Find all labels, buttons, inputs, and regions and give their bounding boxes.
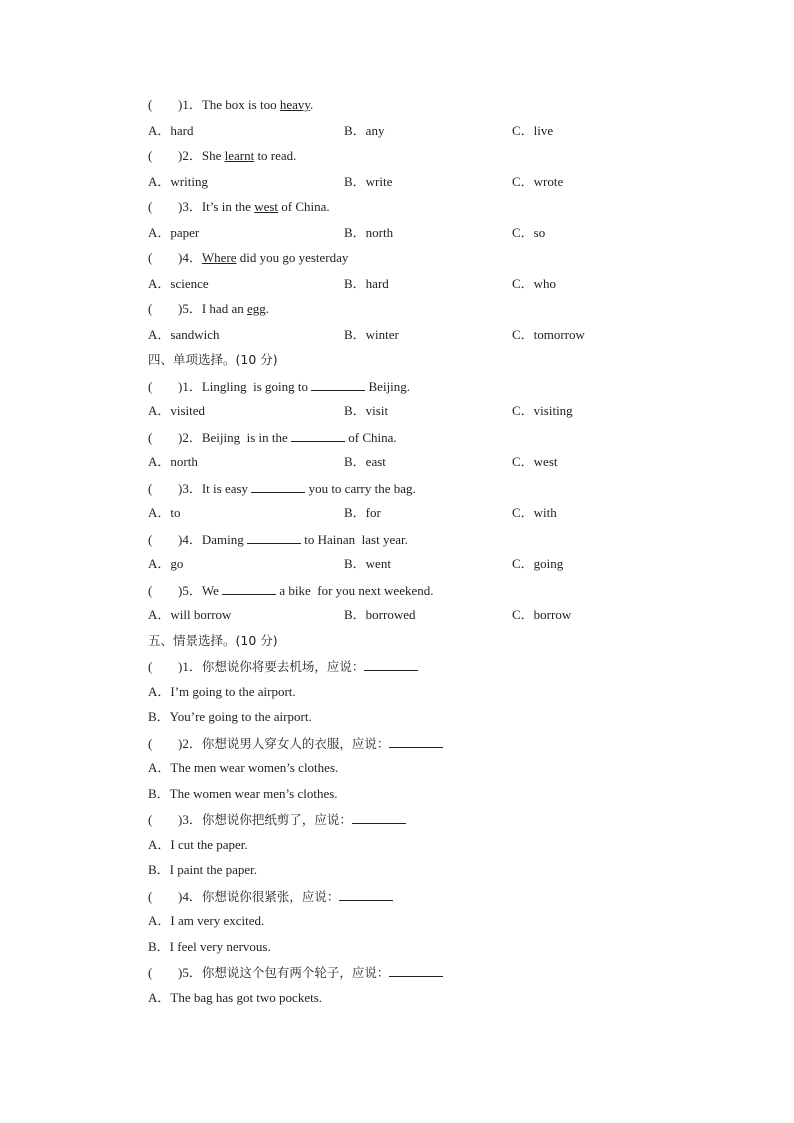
question-text-pre: The box is too [201,97,280,112]
underlined-word: Where [201,250,237,265]
answer-blank [339,887,393,901]
question-text-pre: Beijing is in the [201,429,292,445]
option-c: C．live [512,122,554,138]
options-row [148,402,748,428]
situational-option: B．You’re going to the airport. [148,709,312,724]
answer-blank [222,581,276,595]
answer-paren: ( [148,97,153,112]
question-text: 你想说你很紧张，应说： [201,888,340,904]
question-text: 你想说这个包有两个轮子，应说： [201,965,390,980]
question-text-post: to read. [254,148,297,163]
option-c: C．who [512,275,557,291]
answer-paren: ( [148,378,153,394]
option-c: C．borrow [512,607,572,622]
question-line [148,734,748,760]
question-line [148,657,748,683]
underlined-word: west [254,199,279,214]
option-a: A．go [148,556,184,571]
option-c: C．wrote [512,173,564,189]
answer-paren: ( [148,888,153,904]
underlined-word: learnt [224,148,255,163]
situational-option: A．I cut the paper. [148,836,248,852]
answer-blank [291,428,345,442]
option-a: A．sandwich [148,326,220,342]
answer-blank [247,530,301,544]
question-text-post: . [265,301,269,316]
answer-blank [389,963,443,977]
situational-option: B．I feel very nervous. [148,938,271,954]
underlined-word: heavy [279,97,311,112]
question-line [148,581,748,607]
question-text-pre: It’s in the [201,199,255,214]
underlined-word: egg [246,301,266,316]
option-c: C．visiting [512,403,573,418]
question-text-pre: Daming [201,531,247,547]
question-line [148,479,748,505]
option-b: B．borrowed [344,607,416,622]
situational-option: A．The men wear women’s clothes. [148,760,339,775]
options-row [148,275,748,301]
option-c: C．going [512,556,564,571]
options-row [148,122,748,148]
option-a: A．hard [148,122,194,138]
question-text-pre: I had an [201,301,247,316]
question-line [148,810,748,836]
question-number: )2． [178,735,202,751]
question-number: )5． [178,965,202,980]
question-number: )1． [178,378,202,394]
question-line [148,198,748,224]
answer-paren: ( [148,965,153,980]
situational-option: B．The women wear men’s clothes. [148,785,338,801]
answer-blank [251,479,305,493]
options-row [148,173,748,199]
options-row [148,224,748,250]
question-line [148,147,748,173]
question-text-post: you to carry the bag. [305,480,416,496]
option-b: B．any [344,122,385,138]
option-c: C．with [512,505,557,520]
answer-blank [364,657,418,671]
option-b: B．east [344,454,386,469]
question-number: )3． [178,199,202,214]
question-number: )4． [178,531,202,547]
worksheet-page [148,96,748,1014]
question-number: )2． [178,429,202,445]
situational-option: A．I’m going to the airport. [148,683,296,699]
option-a: A．north [148,454,198,469]
answer-paren: ( [148,429,153,445]
question-text-post: did you go yesterday [236,250,349,265]
options-row [148,504,748,530]
question-number: )3． [178,812,202,827]
question-line [148,428,748,454]
question-text-post: to Hainan last year. [300,531,408,547]
option-b: B．visit [344,403,389,418]
situational-option: A．I am very excited. [148,913,265,928]
answer-paren: ( [148,250,153,265]
answer-paren: ( [148,659,153,674]
option-a: A．will borrow [148,607,232,622]
answer-blank [352,810,406,824]
question-text: 你想说你将要去机场，应说： [201,659,365,674]
question-number: )1． [178,97,202,112]
question-line [148,249,748,275]
answer-paren: ( [148,148,153,163]
options-row [148,555,748,581]
question-text: 你想说男人穿女人的衣服，应说： [201,735,390,751]
option-a: A．science [148,275,209,291]
question-line [148,887,748,913]
situational-option: A．The bag has got two pockets. [148,989,323,1005]
answer-paren: ( [148,301,153,316]
section-title-4: 四、单项选择。(10 分) [148,352,278,367]
answer-paren: ( [148,735,153,751]
options-row [148,606,748,632]
question-line [148,300,748,326]
option-b: B．for [344,505,381,520]
question-line [148,96,748,122]
option-b: B．went [344,556,391,571]
answer-blank [389,734,443,748]
option-a: A．writing [148,173,208,189]
question-text-pre: We [201,582,223,598]
option-b: B．winter [344,326,399,342]
question-number: )4． [178,250,202,265]
option-a: A．visited [148,403,206,418]
question-text-pre: She [201,148,225,163]
option-c: C．so [512,224,546,240]
option-b: B．hard [344,275,389,291]
options-row [148,326,748,352]
option-b: B．write [344,173,393,189]
section-title-5: 五、情景选择。(10 分) [148,632,278,648]
question-text-pre: It is easy [201,480,252,496]
option-a: A．to [148,505,181,520]
question-number: )5． [178,582,202,598]
question-line [148,377,748,403]
question-text-pre: Lingling is going to [201,378,312,394]
option-c: C．west [512,454,558,469]
question-text: 你想说你把纸剪了，应说： [201,812,352,827]
situational-option: B．I paint the paper. [148,862,258,877]
answer-blank [311,377,365,391]
option-a: A．paper [148,224,200,240]
question-number: )2． [178,148,202,163]
question-text-post: a bike for you next weekend. [276,582,434,598]
question-line [148,963,748,989]
answer-paren: ( [148,199,153,214]
option-b: B．north [344,224,394,240]
question-number: )5． [178,301,202,316]
question-line [148,530,748,556]
answer-paren: ( [148,812,153,827]
question-text-post: of China. [278,199,330,214]
question-text-post: . [310,97,314,112]
question-number: )4． [178,888,202,904]
options-row [148,453,748,479]
answer-paren: ( [148,480,153,496]
answer-paren: ( [148,582,153,598]
question-number: )3． [178,480,202,496]
question-text-post: Beijing. [365,378,411,394]
option-c: C．tomorrow [512,326,585,342]
question-number: )1． [178,659,202,674]
question-text-post: of China. [345,429,397,445]
answer-paren: ( [148,531,153,547]
